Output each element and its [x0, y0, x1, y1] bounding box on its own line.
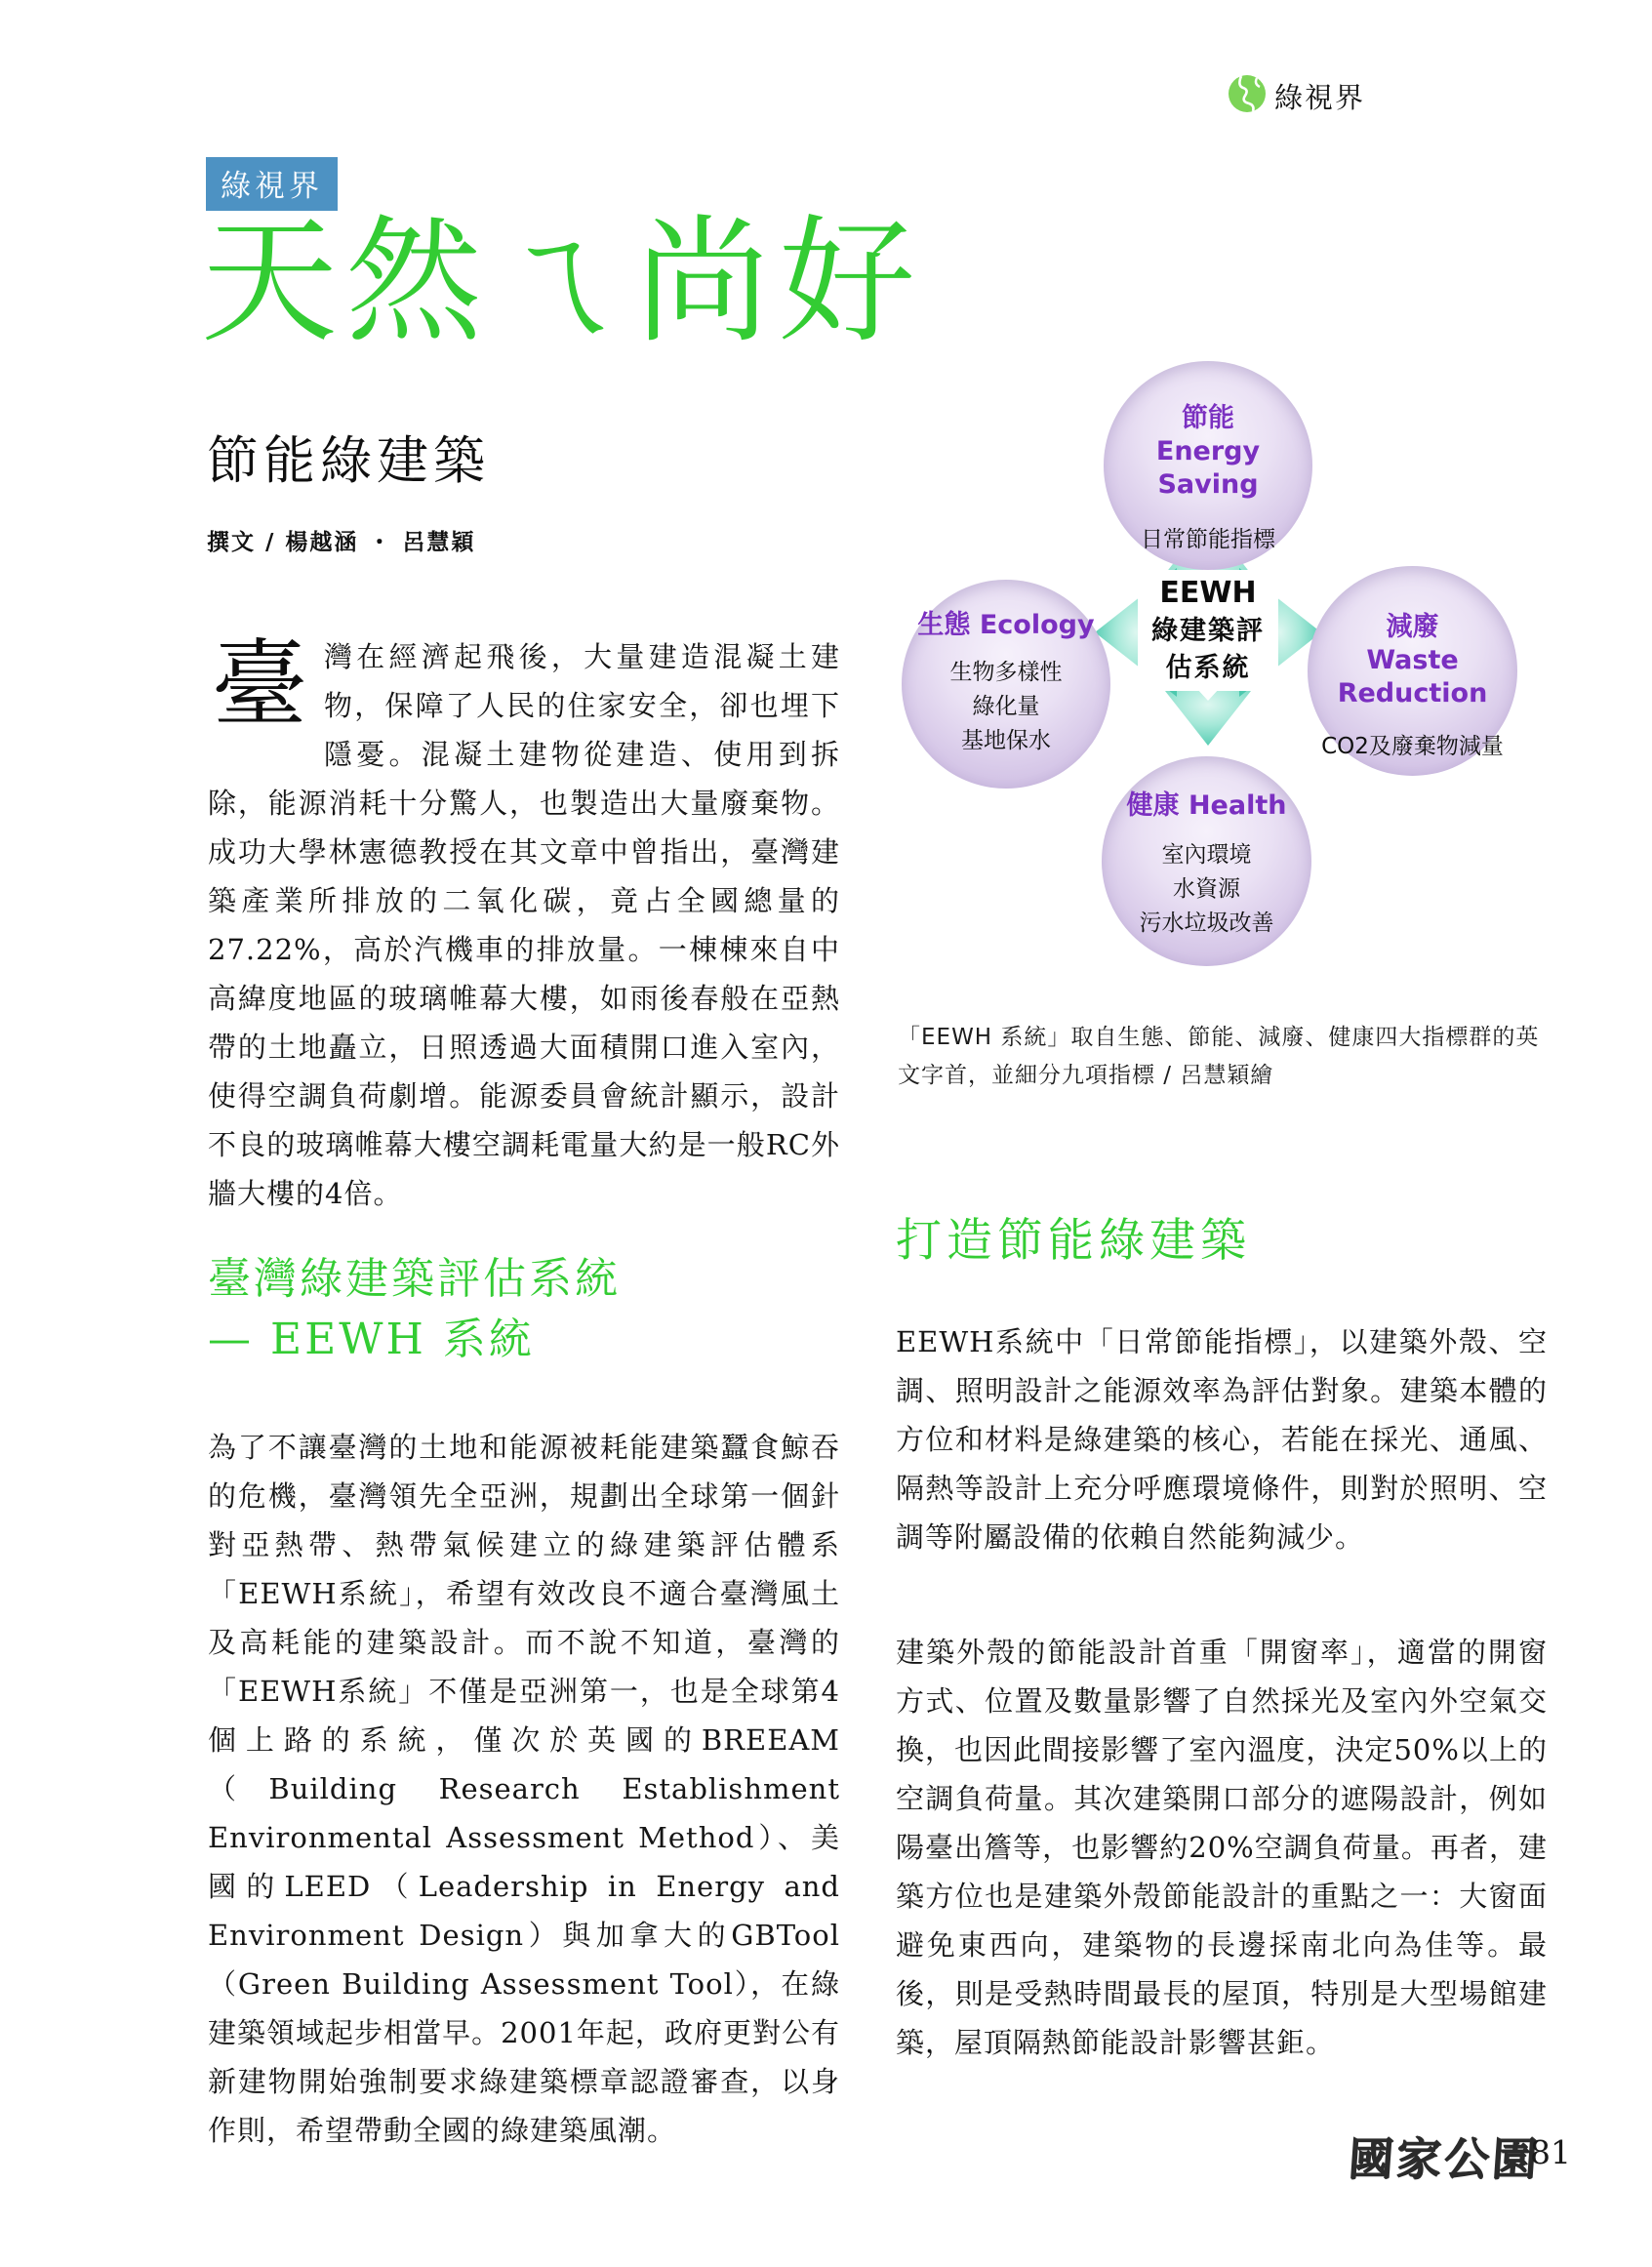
- sphere-waste-items: [1321, 730, 1504, 764]
- sphere-waste-title-zh: 減廢: [1386, 612, 1439, 642]
- sphere-health-item: 水資源: [1173, 876, 1240, 902]
- eewh-center-line3: 估系統: [1165, 653, 1251, 683]
- section-heading: [208, 1249, 621, 1370]
- corner-brand: [1228, 74, 1365, 117]
- sphere-waste-title: [1308, 611, 1517, 710]
- sphere-energy-saving: [1104, 361, 1312, 570]
- right-column-heading: 打造節能綠建築: [896, 1214, 1251, 1268]
- globe-icon: [1228, 74, 1267, 117]
- sphere-health: [1102, 756, 1311, 966]
- page-number: 81: [1530, 2133, 1571, 2171]
- section-heading-line1: 臺灣綠建築評估系統: [208, 1254, 621, 1304]
- sphere-ecology-item: 生物多樣性: [949, 660, 1063, 685]
- byline: 撰文 / 楊越涵 ・ 呂慧穎: [207, 530, 476, 555]
- sphere-ecology-item: 綠化量: [972, 694, 1040, 719]
- intro-paragraph: [208, 629, 840, 1218]
- section-body: 為了不讓臺灣的土地和能源被耗能建築蠶食鯨吞的危機，臺灣領先全亞洲，規劃出全球第一個針對亞熱帶、熱帶氣候建立的綠建築評估體系「EEWH系統」，希望有效改良不適合臺灣風土及高耗能的建築設計。而不說不知道，臺灣的「EEWH系統」不僅是亞洲第一，也是全球第4個上路的系統，僅次於英國的BREEAM（Building Research Establishment Environmental Assessment Method）、美國的LEED（Leadership in Energy and Environment Design）與加拿大的GBTool（Green Building Assessment Tool），在綠建築領域起步相當早。2001年起，政府更對公有新建物開始強制要求綠建築標章認證審查，以身作則，希望帶動全國的綠建築風潮。: [208, 1431, 840, 2147]
- sphere-energy-item: 日常節能指標: [1141, 527, 1275, 552]
- sphere-health-items: [1140, 838, 1274, 941]
- sphere-health-item: 污水垃圾改善: [1139, 911, 1274, 936]
- right-paragraph-1: EEWH系統中「日常節能指標」，以建築外殼、空調、照明設計之能源效率為評估對象。建築本體的方位和材料是綠建築的核心，若能在採光、通風、隔熱等設計上充分呼應環境條件，則對於照明、空調等附屬設備的依賴自然能夠減少。: [896, 1325, 1548, 1554]
- section-heading-line2: — EEWH 系統: [208, 1315, 535, 1364]
- sphere-energy-title-en: Energy Saving: [1155, 436, 1261, 500]
- sphere-health-title: [1127, 789, 1287, 823]
- section-badge: 綠視界: [206, 157, 338, 211]
- magazine-logo: 國家公園: [1346, 2132, 1542, 2185]
- sphere-waste-item: CO2及廢棄物減量: [1321, 734, 1504, 759]
- sphere-energy-title: [1104, 402, 1312, 502]
- sphere-ecology-title-en: Ecology: [979, 610, 1095, 640]
- page-title: 天然ㄟ尚好: [201, 203, 924, 362]
- sphere-health-item: 室內環境: [1161, 842, 1252, 868]
- sphere-ecology-title: [917, 609, 1094, 642]
- sphere-energy-title-zh: 節能: [1182, 403, 1234, 433]
- sphere-waste-reduction: [1308, 566, 1517, 776]
- sphere-ecology: [902, 580, 1110, 789]
- drop-cap: 臺: [212, 629, 309, 741]
- diagram-caption: 「EEWH 系統」取自生態、節能、減廢、健康四大指標群的英文字首，並細分九項指標 / 呂慧穎繪: [898, 1025, 1540, 1088]
- sphere-ecology-items: [950, 656, 1063, 758]
- eewh-center-label: [1138, 570, 1278, 691]
- page-subtitle: 節能綠建築: [207, 431, 490, 491]
- sphere-energy-items: [1141, 523, 1275, 557]
- sphere-health-title-zh: 健康: [1126, 790, 1180, 821]
- right-paragraph-2: 建築外殼的節能設計首重「開窗率」，適當的開窗方式、位置及數量影響了自然採光及室內外空氣交換，也因此間接影響了室內溫度，決定50%以上的空調負荷量。其次建築開口部分的遮陽設計，例如陽臺出簷等，也影響約20%空調負荷量。再者，建築方位也是建築外殼節能設計的重點之一：大窗面避免東西向，建築物的長邊採南北向為佳等。最後，則是受熱時間最長的屋頂，特別是大型場館建築，屋頂隔熱節能設計影響甚鉅。: [896, 1636, 1548, 2059]
- corner-brand-label: 綠視界: [1274, 80, 1366, 114]
- eewh-center-line2: 綠建築評: [1151, 616, 1265, 646]
- sphere-ecology-item: 基地保水: [961, 728, 1051, 753]
- intro-text: 灣在經濟起飛後，大量建造混凝土建物，保障了人民的住家安全，卻也埋下隱憂。混凝土建物從建造、使用到拆除，能源消耗十分驚人，也製造出大量廢棄物。成功大學林憲德教授在其文章中曾指出，臺灣建築產業所排放的二氧化碳，竟占全國總量的27.22%，高於汽機車的排放量。一棟棟來自中高緯度地區的玻璃帷幕大樓，如雨後春般在亞熱帶的土地矗立，日照透過大面積開口進入室內，使得空調負荷劇增。能源委員會統計顯示，設計不良的玻璃帷幕大樓空調耗電量大約是一般RC外牆大樓的4倍。: [208, 640, 840, 1210]
- sphere-waste-title-en: Waste Reduction: [1337, 645, 1488, 708]
- sphere-ecology-title-zh: 生態: [917, 610, 971, 640]
- eewh-center-line1: EEWH: [1159, 576, 1257, 610]
- sphere-health-title-en: Health: [1188, 790, 1287, 821]
